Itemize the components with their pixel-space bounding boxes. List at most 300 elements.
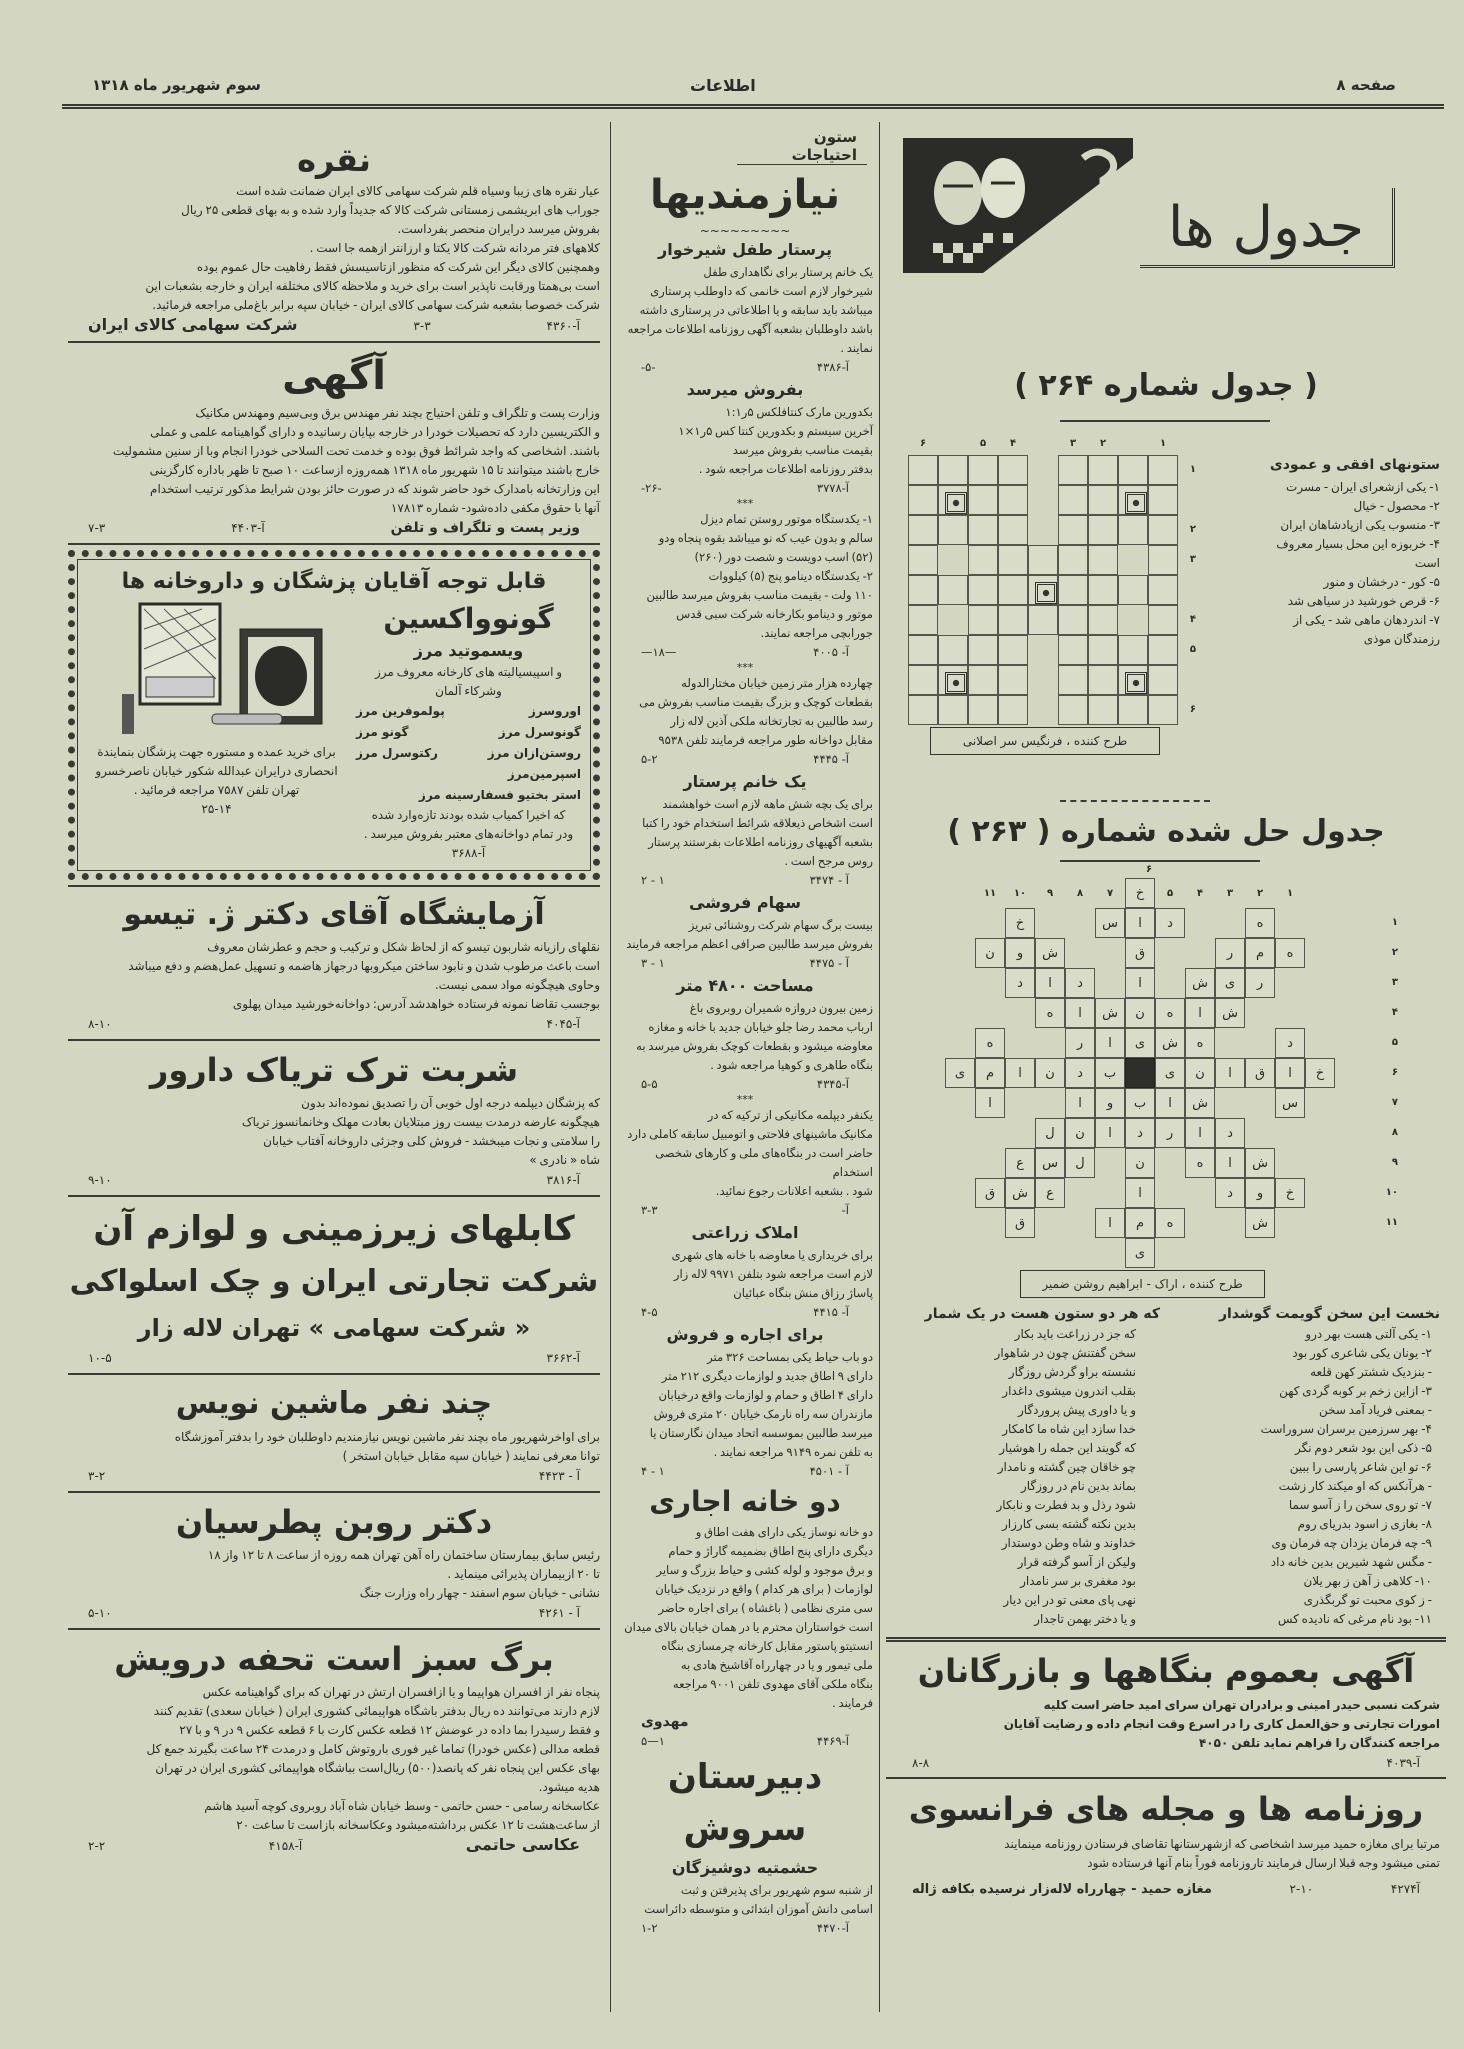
grid-cell bbox=[998, 575, 1028, 605]
text-line: آخرین سیستم و بکدورین کنتا کس ۵ر۱×۱ bbox=[678, 424, 873, 438]
grid-void bbox=[975, 1118, 1005, 1148]
text-line-list bbox=[611, 1523, 879, 1713]
text-line: دارای ۹ اطاق جدید و لوازمات دیگری ۲۱۲ متر bbox=[661, 1369, 873, 1383]
grid-letter-cell: د bbox=[1065, 1058, 1095, 1088]
product-name: اسپرمین‌مرز bbox=[507, 767, 581, 781]
text-line: نشانی - خیابان سوم اسفند - چهار راه وزارت جنگ bbox=[359, 1586, 600, 1600]
row-number: ۵ bbox=[1391, 1037, 1398, 1048]
grid-letter-cell: د bbox=[1065, 968, 1095, 998]
text-line: است خواستاران محترم یا در همان خیابان بالای میدان bbox=[624, 1620, 873, 1634]
text-line-list bbox=[68, 1546, 600, 1603]
poem-line: ۹- چه فرمان یزدان چه فرمان وی bbox=[1271, 1536, 1432, 1550]
grid-void bbox=[1245, 1238, 1275, 1268]
grid-void bbox=[1245, 1088, 1275, 1118]
text-line: مازندران سه راه نارمک خیابان ۲۰ متری فروش bbox=[653, 1407, 873, 1421]
text-line-list bbox=[611, 674, 879, 750]
classifieds-column bbox=[610, 122, 880, 2012]
grid-letter-cell: ی bbox=[1125, 1238, 1155, 1268]
column-number: ۳ bbox=[1226, 887, 1234, 899]
text-line: ۱۱۰ ولت - بقیمت مناسب بفروش میرسد طالبین bbox=[646, 588, 873, 602]
grid-cell bbox=[998, 635, 1028, 665]
grid-void bbox=[1065, 938, 1095, 968]
grid-letter-cell: ن bbox=[1185, 1058, 1215, 1088]
poem-clues bbox=[892, 1303, 1440, 1629]
text-line-list bbox=[356, 806, 581, 844]
grid-void bbox=[1155, 968, 1185, 998]
text-line: که پزشگان دیپلمه درجه اول خوبی آن را تصدیق نموده‌اند بدون bbox=[301, 1096, 600, 1110]
lab-ad bbox=[68, 892, 600, 1034]
classified-ad bbox=[611, 890, 879, 973]
grid-cell bbox=[1148, 635, 1178, 665]
grid-letter-cell: ش bbox=[1185, 968, 1215, 998]
grid-cell bbox=[968, 695, 998, 725]
grid-void bbox=[1095, 1238, 1125, 1268]
divider bbox=[68, 1039, 600, 1041]
divider bbox=[68, 543, 600, 545]
grid-void bbox=[975, 908, 1005, 938]
right-bottom-column bbox=[892, 1303, 1440, 1900]
grid-letter-cell: م bbox=[975, 1058, 1005, 1088]
grid-void bbox=[1035, 1028, 1065, 1058]
grid-cell bbox=[998, 695, 1028, 725]
text-line: تمنی میشود وجه قبلا ارسال فرمایند تاروزنامه فوراً بنام آنها فرستاده شود bbox=[1087, 1856, 1440, 1870]
row-number bbox=[1378, 878, 1398, 908]
poem-line: ۴- بهر سرزمین برسران سروراست bbox=[1260, 1422, 1432, 1436]
grid-letter-cell: د bbox=[1155, 908, 1185, 938]
grid-void bbox=[1095, 1148, 1125, 1178]
grid-cell bbox=[908, 455, 938, 485]
silver-ad bbox=[68, 138, 600, 336]
text-line: وشرکاء آلمان bbox=[435, 684, 502, 698]
ad-signature: عکاسی حاتمی bbox=[465, 1835, 580, 1854]
clue: ۴- خربوزه این محل بسیار معروف bbox=[1276, 537, 1440, 551]
pharma-product-info bbox=[356, 599, 581, 863]
grid-void bbox=[975, 1148, 1005, 1178]
poem-line: نشسته براو گردش روزگار bbox=[1008, 1365, 1136, 1379]
grid-void bbox=[1185, 1238, 1215, 1268]
code-row bbox=[611, 954, 879, 973]
houses-title: دو خانه اجاری bbox=[649, 1485, 841, 1518]
text-line-list bbox=[68, 938, 600, 1014]
ad-title: شربت ترک تریاک دارور bbox=[149, 1051, 519, 1089]
grid-void bbox=[1065, 908, 1095, 938]
grid-cell bbox=[1058, 575, 1088, 605]
ad-code: آ-۴۴۷۰ bbox=[816, 1921, 849, 1935]
grid-cell bbox=[938, 665, 968, 695]
separator-stars: *** bbox=[736, 1093, 754, 1106]
page-number: صفحه ۸ bbox=[1336, 76, 1396, 94]
text-line-list bbox=[611, 263, 879, 358]
column-number: ۶ bbox=[919, 438, 927, 449]
text-line: باشند. اشخاصی که واجد شرائط فوق بوده و خدمت تحت السلاحی خودرا انجام وبا از سنین مشمولیت bbox=[112, 444, 600, 458]
grid-void bbox=[1028, 455, 1058, 485]
row-number: ۴ bbox=[1189, 614, 1196, 625]
grid-cell bbox=[1058, 635, 1088, 665]
text-line: ملی تیمور و یا در چهارراه آقاشیخ هادی به bbox=[680, 1658, 873, 1672]
puzzle-heading: ( جدول شماره ۲۶۴ ) bbox=[1014, 368, 1318, 403]
grid-cell bbox=[1148, 515, 1178, 545]
clue: ۲- محصول - خیال bbox=[1353, 499, 1440, 513]
column-number: ۱۰ bbox=[1013, 887, 1027, 899]
grid-void bbox=[1028, 635, 1058, 665]
text-line-list bbox=[68, 1683, 600, 1835]
grid-void bbox=[1005, 1088, 1035, 1118]
text-line: شیرخوار لازم است خانمی که داوطلب پرستاری bbox=[650, 284, 873, 298]
ad-heading: بفروش میرسد bbox=[686, 380, 804, 399]
ad-code: آ - ۴۲۶۱ bbox=[538, 1606, 580, 1620]
grid-cell bbox=[1148, 485, 1178, 515]
row-number: ۵ bbox=[1189, 644, 1196, 655]
grid-void bbox=[938, 605, 968, 635]
grid-void bbox=[1005, 1028, 1035, 1058]
puzzle-clues bbox=[1200, 452, 1440, 649]
text-line-list bbox=[611, 999, 879, 1075]
text-line: بکدورین مارک کنتافلکس ۵ر۱:۱ bbox=[725, 405, 873, 419]
code-row bbox=[611, 871, 879, 890]
ad-signature: شرکت سهامی کالای ایران bbox=[88, 315, 298, 334]
grid-void bbox=[1305, 1238, 1335, 1268]
row-number: ۱۱ bbox=[1385, 1217, 1398, 1228]
grid-cell bbox=[908, 695, 938, 725]
grid-void bbox=[975, 998, 1005, 1028]
grid-void bbox=[1065, 1208, 1095, 1238]
ad-code: آ-۳۶۸۸ bbox=[451, 846, 486, 860]
text-line: بقطعات کوچک و بزرگ بقیمت مناسب بفروش می bbox=[639, 695, 873, 709]
row-number: ۹ bbox=[1391, 1157, 1398, 1168]
text-line: یکنفر دیپلمه مکانیکی از ترکیه که در bbox=[707, 1108, 873, 1122]
text-line: و اسپیسیالیته های کارخانه معروف مرز bbox=[374, 665, 563, 679]
grid-cell bbox=[908, 635, 938, 665]
text-line: زمین بیرون دروازه شمیران روبروی باغ bbox=[689, 1001, 873, 1015]
column-number: ۱۱ bbox=[983, 887, 997, 899]
text-line-list bbox=[611, 916, 879, 954]
classified-ad bbox=[611, 973, 879, 1106]
ad-run: ۲۵-۱۴ bbox=[201, 802, 232, 816]
grid-void bbox=[1035, 1088, 1065, 1118]
classified-ad bbox=[611, 237, 879, 377]
text-line: انستیتو پاستور مقابل کارخانه چرمسازی بنگاه bbox=[661, 1639, 873, 1653]
ad-code: آ - ۴۴۷۵ bbox=[809, 956, 849, 970]
text-line: پاساژ رزاق منش بنگاه عبائیان bbox=[733, 1286, 873, 1300]
row-number: ۶ bbox=[1189, 704, 1196, 715]
text-line: مقابل دواخانه طور مراجعه فرمایند تلفن ۹۵۳۸ bbox=[658, 733, 873, 747]
grid-cell bbox=[1088, 665, 1118, 695]
grid-void bbox=[1185, 908, 1215, 938]
ad-run: ۸-۸ bbox=[912, 1756, 930, 1770]
grid-letter-cell: د bbox=[1125, 1118, 1155, 1148]
grid-letter-cell: خ bbox=[1005, 908, 1035, 938]
grid-letter-cell: ا bbox=[1125, 908, 1155, 938]
grid-cell bbox=[998, 665, 1028, 695]
text-line: یک خانم پرستار برای نگاهداری طفل bbox=[703, 265, 873, 279]
grid-cell bbox=[1028, 545, 1058, 575]
poem-left-column bbox=[892, 1303, 1160, 1629]
poem-line: - بمعنی فریاد آمد سخن bbox=[1319, 1403, 1432, 1417]
grid-void bbox=[945, 908, 975, 938]
grid-letter-cell: د bbox=[1215, 1118, 1245, 1148]
grid-cell bbox=[1088, 485, 1118, 515]
text-line: دارای ۴ اطاق و حمام و لوازمات واقع درخیابان bbox=[658, 1388, 873, 1402]
grid-letter-cell: ش bbox=[1095, 998, 1125, 1028]
grid-void bbox=[1275, 998, 1305, 1028]
ad-run: ۱—۵ bbox=[641, 1734, 665, 1748]
separator-stars: *** bbox=[736, 497, 754, 510]
text-line: پنجاه نفر از افسران هواپیما و یا ازافسران ارتش در تهران که برای گواهینامه عکس bbox=[202, 1685, 600, 1699]
grid-letter-cell: ی bbox=[945, 1058, 975, 1088]
text-line: نقلهای رازیانه شاربون تیسو که از لحاظ شکل و ترکیب و حجم و عطرشان معروف bbox=[207, 940, 600, 954]
grid-void bbox=[975, 968, 1005, 998]
grid-void bbox=[945, 1118, 975, 1148]
code-row bbox=[611, 1075, 879, 1094]
ad-title: چند نفر ماشین نویس bbox=[175, 1386, 493, 1421]
grid-cell bbox=[1058, 515, 1088, 545]
school-title: دبیرستان سروش bbox=[667, 1757, 823, 1849]
text-line: بدفتر روزنامه اطلاعات مراجعه شود . bbox=[698, 462, 873, 476]
poem-line-list bbox=[1172, 1325, 1440, 1629]
text-line-list bbox=[68, 404, 600, 518]
ad-heading: یک خانم پرستار bbox=[683, 772, 807, 791]
clue: ۵- کور - درخشان و منور bbox=[1323, 575, 1440, 589]
ad-run: ۵-۲ bbox=[641, 752, 658, 766]
clue: ۷- اندردهان ماهی شد - یکی از bbox=[1293, 613, 1440, 627]
column-number bbox=[938, 438, 968, 449]
clue: رزمندگان موذی bbox=[1363, 632, 1440, 646]
ad-run: ۹-۱۰ bbox=[88, 1173, 112, 1187]
solved-crossword-grid-263 bbox=[945, 878, 1335, 1268]
row-number: ۷ bbox=[1391, 1097, 1398, 1108]
text-line: جوراب های ابریشمی زمستانی شرکت کالا که جدیداً وارد شده و به بهای قطعی ۲۵ ریال bbox=[181, 203, 600, 217]
grid-letter-cell: ا bbox=[1155, 1088, 1185, 1118]
ad-code: آ- ۴۰۰۵ bbox=[813, 645, 849, 659]
product-row bbox=[356, 743, 581, 764]
grid-letter-cell: م bbox=[1125, 1208, 1155, 1238]
grid-cell bbox=[968, 605, 998, 635]
grid-void bbox=[938, 545, 968, 575]
classified-ad bbox=[611, 769, 879, 890]
grid-letter-cell: ش bbox=[1245, 1148, 1275, 1178]
text-line: ارباب محمد رضا جلو خیابان جدید با خانه و مغازه bbox=[648, 1020, 873, 1034]
grid-void bbox=[1275, 1148, 1305, 1178]
grid-cell bbox=[1058, 665, 1088, 695]
text-line: امورات تجارتی و حق‌العمل کاری را در اسرع وقت انجام داده و رضایت آقایان bbox=[1003, 1717, 1440, 1731]
grid-void bbox=[1305, 1088, 1335, 1118]
poem-line: و یا دختر بهمن تاجدار bbox=[1034, 1612, 1136, 1626]
clue: ۶- قرص خورشید در سیاهی شد bbox=[1287, 594, 1440, 608]
ad-run: ۵-۱۰ bbox=[88, 1606, 112, 1620]
grid-cell bbox=[998, 455, 1028, 485]
text-line: توانا معرفی نمایند ( خیابان سپه مقابل خیابان استخر ) bbox=[342, 1449, 600, 1463]
text-line: به تلفن نمره ۹۱۴۹ مراجعه نمایند . bbox=[713, 1445, 873, 1459]
text-line: اسامی دانش آموزان ابتدائی و متوسطه دائراست bbox=[644, 1902, 873, 1916]
grid-letter-cell: ا bbox=[1005, 1058, 1035, 1088]
grid-letter-cell: ه bbox=[975, 1028, 1005, 1058]
grid-void bbox=[1095, 1178, 1125, 1208]
text-line: ودر تمام دواخانه‌های معتبر بفروش میرسد . bbox=[363, 827, 574, 841]
text-line: جورابچی مراجعه نمایند. bbox=[760, 626, 873, 640]
grid-void bbox=[1305, 968, 1335, 998]
ad-code: آ-۳۷۷۸ bbox=[816, 481, 849, 495]
grid-cell bbox=[1088, 545, 1118, 575]
text-line: بیست برگ سهام شرکت روشنائی تبریز bbox=[688, 918, 873, 932]
grid-letter-cell: و bbox=[1245, 1178, 1275, 1208]
text-line: شرکت نسبی حیدر امینی و برادران تهران سرای امید حاضر است کلیه bbox=[1043, 1698, 1440, 1712]
grid-cell bbox=[1088, 605, 1118, 635]
french-press-ad bbox=[892, 1783, 1440, 1900]
grid-cell bbox=[968, 515, 998, 545]
text-line-list bbox=[892, 1696, 1440, 1753]
ad-code: آ-۴۰۳۹ bbox=[1386, 1756, 1420, 1770]
column-number: ۷ bbox=[1106, 887, 1114, 899]
grid-void bbox=[1305, 1118, 1335, 1148]
column-number: ۱ bbox=[1286, 887, 1294, 899]
ad-title: آگهی بعموم بنگاهها و بازرگانان bbox=[917, 1652, 1415, 1690]
column-number: ۸ bbox=[1076, 887, 1084, 899]
grid-letter-cell: ش bbox=[1155, 1028, 1185, 1058]
grid-void bbox=[1185, 1178, 1215, 1208]
text-line: نمایند . bbox=[840, 341, 873, 355]
text-line-list bbox=[68, 1428, 600, 1466]
grid-letter-cell: ه bbox=[1035, 998, 1065, 1028]
grid-void bbox=[1305, 938, 1335, 968]
product-name: رکتوسرل مرز bbox=[356, 746, 438, 760]
ornament: ~~~~~~~~~ bbox=[699, 224, 791, 238]
grid-letter-cell: ه bbox=[1185, 1148, 1215, 1178]
crossword-grid-264 bbox=[908, 455, 1178, 725]
grid-letter-cell: ش bbox=[1035, 938, 1065, 968]
grid-letter-cell: ا bbox=[1035, 968, 1065, 998]
ad-run: ۱-۲ bbox=[641, 1921, 658, 1935]
text-line: ۲- یکدستگاه دینامو پنج (۵) کیلووات bbox=[708, 569, 873, 583]
row-number bbox=[1180, 485, 1196, 515]
poem-line: بدین نکته گشته بسی کارزار bbox=[1002, 1517, 1136, 1531]
ad-code: آ - ۴۵۰۱ bbox=[809, 1464, 849, 1478]
grid-void bbox=[1155, 938, 1185, 968]
grid-cell bbox=[998, 515, 1028, 545]
grid-void bbox=[945, 1238, 975, 1268]
grid-letter-cell: ن bbox=[975, 938, 1005, 968]
grid-letter-cell: ل bbox=[1065, 1148, 1095, 1178]
grid-cell bbox=[1148, 665, 1178, 695]
text-line: شود . بشعبه اعلانات رجوع نمائید. bbox=[715, 1184, 873, 1198]
ad-code: آ۴۲۷۴ bbox=[1390, 1882, 1420, 1896]
puzzle-row-numbers bbox=[1180, 455, 1196, 725]
grid-letter-cell: ا bbox=[1125, 1178, 1155, 1208]
ad-title: برگ سبز است تحفه درویش bbox=[114, 1640, 554, 1678]
grid-letter-cell: خ bbox=[1305, 1058, 1335, 1088]
typist-ad bbox=[68, 1380, 600, 1486]
grid-cell bbox=[1058, 455, 1088, 485]
grid-void bbox=[1065, 1238, 1095, 1268]
grid-cell bbox=[968, 575, 998, 605]
grid-void bbox=[975, 1208, 1005, 1238]
ad-run: ۵-۵ bbox=[641, 1077, 658, 1091]
ad-title: روزنامه ها و مجله های فرانسوی bbox=[908, 1790, 1424, 1828]
grid-void bbox=[1028, 695, 1058, 725]
grid-letter-cell: و bbox=[1005, 938, 1035, 968]
row-number bbox=[1378, 1238, 1398, 1268]
text-line: میباشد باید سابقه و یا اطلاعاتی در پرستاری داشته bbox=[639, 303, 873, 317]
code-row bbox=[611, 1201, 879, 1220]
text-line: برای اواخرشهریور ماه بچند نفر ماشین نویس نیازمندیم داوطلبان خود را بدفتر آموزشگاه bbox=[174, 1430, 600, 1444]
text-line-list bbox=[611, 1348, 879, 1462]
ad-signature: مهدوی bbox=[641, 1714, 689, 1730]
row-number: ۶ bbox=[1391, 1067, 1398, 1078]
grid-cell bbox=[1118, 455, 1148, 485]
text-line: رئیس سابق بیمارستان ساختمان راه آهن تهران همه روزه از ساعت ۸ تا ۱۲ واز ۱۸ bbox=[207, 1548, 600, 1562]
text-line: دیگری دارای پنج اطاق بضمیمه گاراژ و حمام bbox=[668, 1544, 873, 1558]
text-line: باشد داوطلبان بشعبه آگهی روزنامه اطلاعات مراجعه bbox=[627, 322, 873, 336]
poem-line: ۱- یکی آلتی هست بهر درو bbox=[1305, 1327, 1432, 1341]
grid-void bbox=[1215, 1208, 1245, 1238]
text-line: سالم و بدون عیب که نو میباشد بقوه پنجاه ودو bbox=[658, 531, 873, 545]
text-line: بنگاه ملکی آقای مهدوی تلفن ۹۰۰۱ مراجعه bbox=[672, 1677, 873, 1691]
grid-cell bbox=[1088, 635, 1118, 665]
company-name: شرکت تجارتی ایران و چک اسلواکی bbox=[69, 1264, 599, 1299]
grid-letter-cell: ه bbox=[1155, 998, 1185, 1028]
text-line: آنها با حقوق مکفی داده‌شود- شماره ۱۷۸۱۳ bbox=[390, 501, 600, 515]
grid-letter-cell: ق bbox=[1005, 1208, 1035, 1238]
column-title: نیازمندیها bbox=[649, 172, 841, 218]
company-address: « شرکت سهامی » تهران لاله زار bbox=[137, 1314, 531, 1342]
grid-void bbox=[1275, 1208, 1305, 1238]
product-name: گونو مرز bbox=[356, 725, 409, 739]
grid-letter-cell: ن bbox=[1125, 998, 1155, 1028]
ad-code: آ-۴۳۶۰ bbox=[546, 319, 580, 333]
grid-cell bbox=[1058, 695, 1088, 725]
poem-line: خدا سازد این شاه ما کامکار bbox=[1002, 1422, 1136, 1436]
grid-letter-cell: د bbox=[1215, 1178, 1245, 1208]
grid-void bbox=[945, 1148, 975, 1178]
poem-line: ۵- ذکی این بود شعر دوم نگر bbox=[1294, 1441, 1432, 1455]
grid-void bbox=[1305, 908, 1335, 938]
grid-void bbox=[1305, 1178, 1335, 1208]
poem-right-column bbox=[1172, 1303, 1440, 1629]
ad-run: ۳-۳ bbox=[641, 1203, 658, 1217]
product-name: روستن‌ازان مرز bbox=[487, 746, 581, 760]
grid-void bbox=[1095, 968, 1125, 998]
school-subtitle: حشمتیه دوشیزگان bbox=[671, 1858, 819, 1877]
poem-line: ۸- بغازی ز اسود بدریای روم bbox=[1297, 1517, 1432, 1531]
grid-letter-cell: د bbox=[1275, 1028, 1305, 1058]
grid-void bbox=[945, 1088, 975, 1118]
text-line: که اخیرا کمیاب شده بودند تازه‌وارد شده bbox=[371, 808, 566, 822]
poem-line: - مگس شهد شیرین بدین خانه داد bbox=[1270, 1555, 1432, 1569]
poem-line: شود رذل و بد فطرت و نابکار bbox=[996, 1498, 1136, 1512]
grid-void bbox=[1215, 1238, 1245, 1268]
grid-void bbox=[1305, 998, 1335, 1028]
poem-line: بماند بدین نام در روزگار bbox=[1020, 1479, 1136, 1493]
poem-line: ۷- تو روی سخن را ز آسو سما bbox=[1288, 1498, 1432, 1512]
grid-void bbox=[1275, 1118, 1305, 1148]
grid-cell bbox=[1088, 695, 1118, 725]
grid-cell bbox=[1028, 605, 1058, 635]
product-name: استر بختیو فسفارسینه مرز bbox=[418, 788, 581, 802]
text-line: بفروش میرسد طالبین صرافی اعظم مراجعه فرمایند bbox=[626, 937, 873, 951]
row-number bbox=[1180, 665, 1196, 695]
medicine-boxes-illustration bbox=[102, 599, 332, 739]
text-line: دو خانه نوساز یکی دارای هفت اطاق و bbox=[695, 1525, 873, 1539]
poem-line: خداوند و شاه وطن دوستدار bbox=[1001, 1536, 1136, 1550]
poem-title: نخست این سخن گویمت گوشدار bbox=[1218, 1306, 1440, 1322]
grid-letter-cell: ش bbox=[1245, 1208, 1275, 1238]
grid-cell bbox=[1088, 515, 1118, 545]
grid-letter-cell: ا bbox=[1095, 1028, 1125, 1058]
ad-code: آ-۴۰۴۵ bbox=[546, 1017, 580, 1031]
text-line: مرتبا برای مغازه حمید میرسد اشخاصی که ازشهرستانها تقاضای فرستادن روزنامه مینمایند bbox=[1004, 1837, 1440, 1851]
poem-line: ۱۱- بود نام مرغی که نادیده کس bbox=[1277, 1612, 1432, 1626]
poem-line: ۳- ازاین زخم بر کوبه گردی کهن bbox=[1279, 1384, 1432, 1398]
text-line: بشعبه آگهیهای روزنامه اطلاعات بفرستند پرستار bbox=[648, 835, 873, 849]
